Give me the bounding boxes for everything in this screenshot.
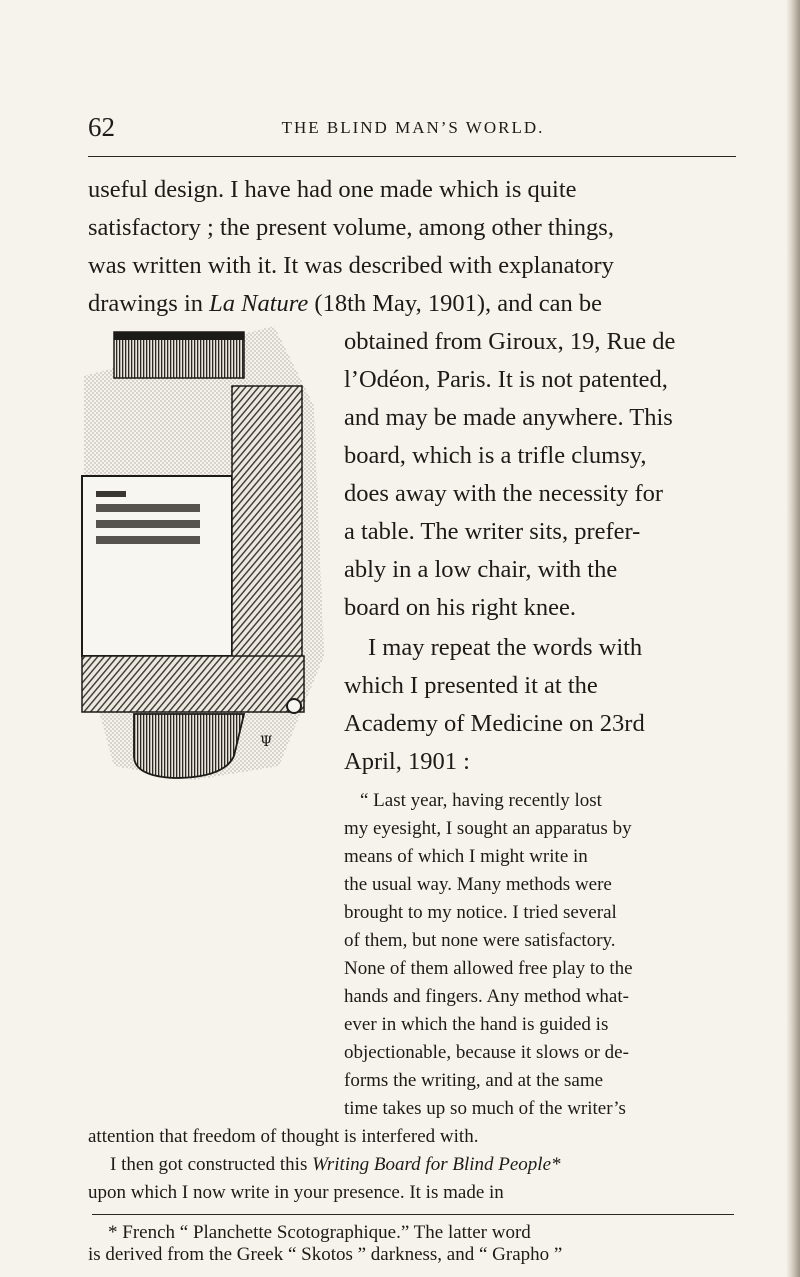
quote-line: “ Last year, having recently lost (360, 790, 602, 811)
quote-line: my eyesight, I sought an apparatus by (344, 818, 632, 839)
footnote-line: is derived from the Greek “ Skotos ” darkness, and “ Grapho ” (88, 1244, 563, 1265)
quote-line: of them, but none were satisfactory. (344, 930, 616, 951)
quote-line: ever in which the hand is guided is (344, 1014, 609, 1035)
body-line: l’Odéon, Paris. It is not patented, (344, 366, 668, 393)
body-line: useful design. I have had one made which is quite (88, 176, 577, 203)
quote-line: None of them allowed free play to the (344, 958, 633, 979)
body-line: was written with it. It was described with explanatory (88, 252, 614, 279)
body-line: ably in a low chair, with the (344, 556, 618, 583)
body-line: obtained from Giroux, 19, Rue de (344, 328, 676, 355)
quote-line: the usual way. Many methods were (344, 874, 612, 895)
footnote-rule (92, 1214, 734, 1215)
svg-text:Ψ: Ψ (260, 734, 273, 750)
board-title: Writing Board for Blind People* (312, 1154, 561, 1175)
quote-line: I then got constructed this Writing Board for Blind People* (110, 1154, 561, 1175)
body-line: board, which is a trifle clumsy, (344, 442, 647, 469)
quote-line: brought to my notice. I tried several (344, 902, 617, 923)
body-line: April, 1901 : (344, 748, 470, 775)
body-line: satisfactory ; the present volume, among other things, (88, 214, 614, 241)
quote-line: means of which I might write in (344, 846, 588, 867)
body-line: I may repeat the words with (368, 634, 643, 661)
quote-line: upon which I now write in your presence. It is made in (88, 1182, 504, 1203)
body-line: and may be made anywhere. This (344, 404, 673, 431)
page-number: 62 (88, 112, 115, 142)
running-title: THE BLIND MAN’S WORLD. (281, 118, 545, 137)
footnote-line: * French “ Planchette Scotographique.” The latter word (108, 1222, 531, 1243)
body-line: board on his right knee. (344, 594, 577, 621)
quote-line: time takes up so much of the writer’s (344, 1098, 626, 1119)
quote-line: hands and fingers. Any method what- (344, 986, 629, 1007)
body-line: drawings in La Nature (18th May, 1901), and can be (88, 290, 602, 317)
page-edge-shadow (786, 0, 800, 1277)
writing-board-illustration (74, 326, 326, 780)
quote-line: objectionable, because it slows or de- (344, 1042, 629, 1063)
header-rule (88, 156, 736, 157)
quote-line: attention that freedom of thought is interfered with. (88, 1126, 479, 1147)
journal-title: La Nature (209, 290, 309, 317)
body-line: Academy of Medicine on 23rd (344, 710, 645, 737)
body-line: which I presented it at the (344, 672, 598, 699)
page-header (88, 112, 738, 148)
quote-line: forms the writing, and at the same (344, 1070, 604, 1091)
body-line: does away with the necessity for (344, 480, 664, 507)
body-line: a table. The writer sits, prefer- (344, 518, 641, 545)
